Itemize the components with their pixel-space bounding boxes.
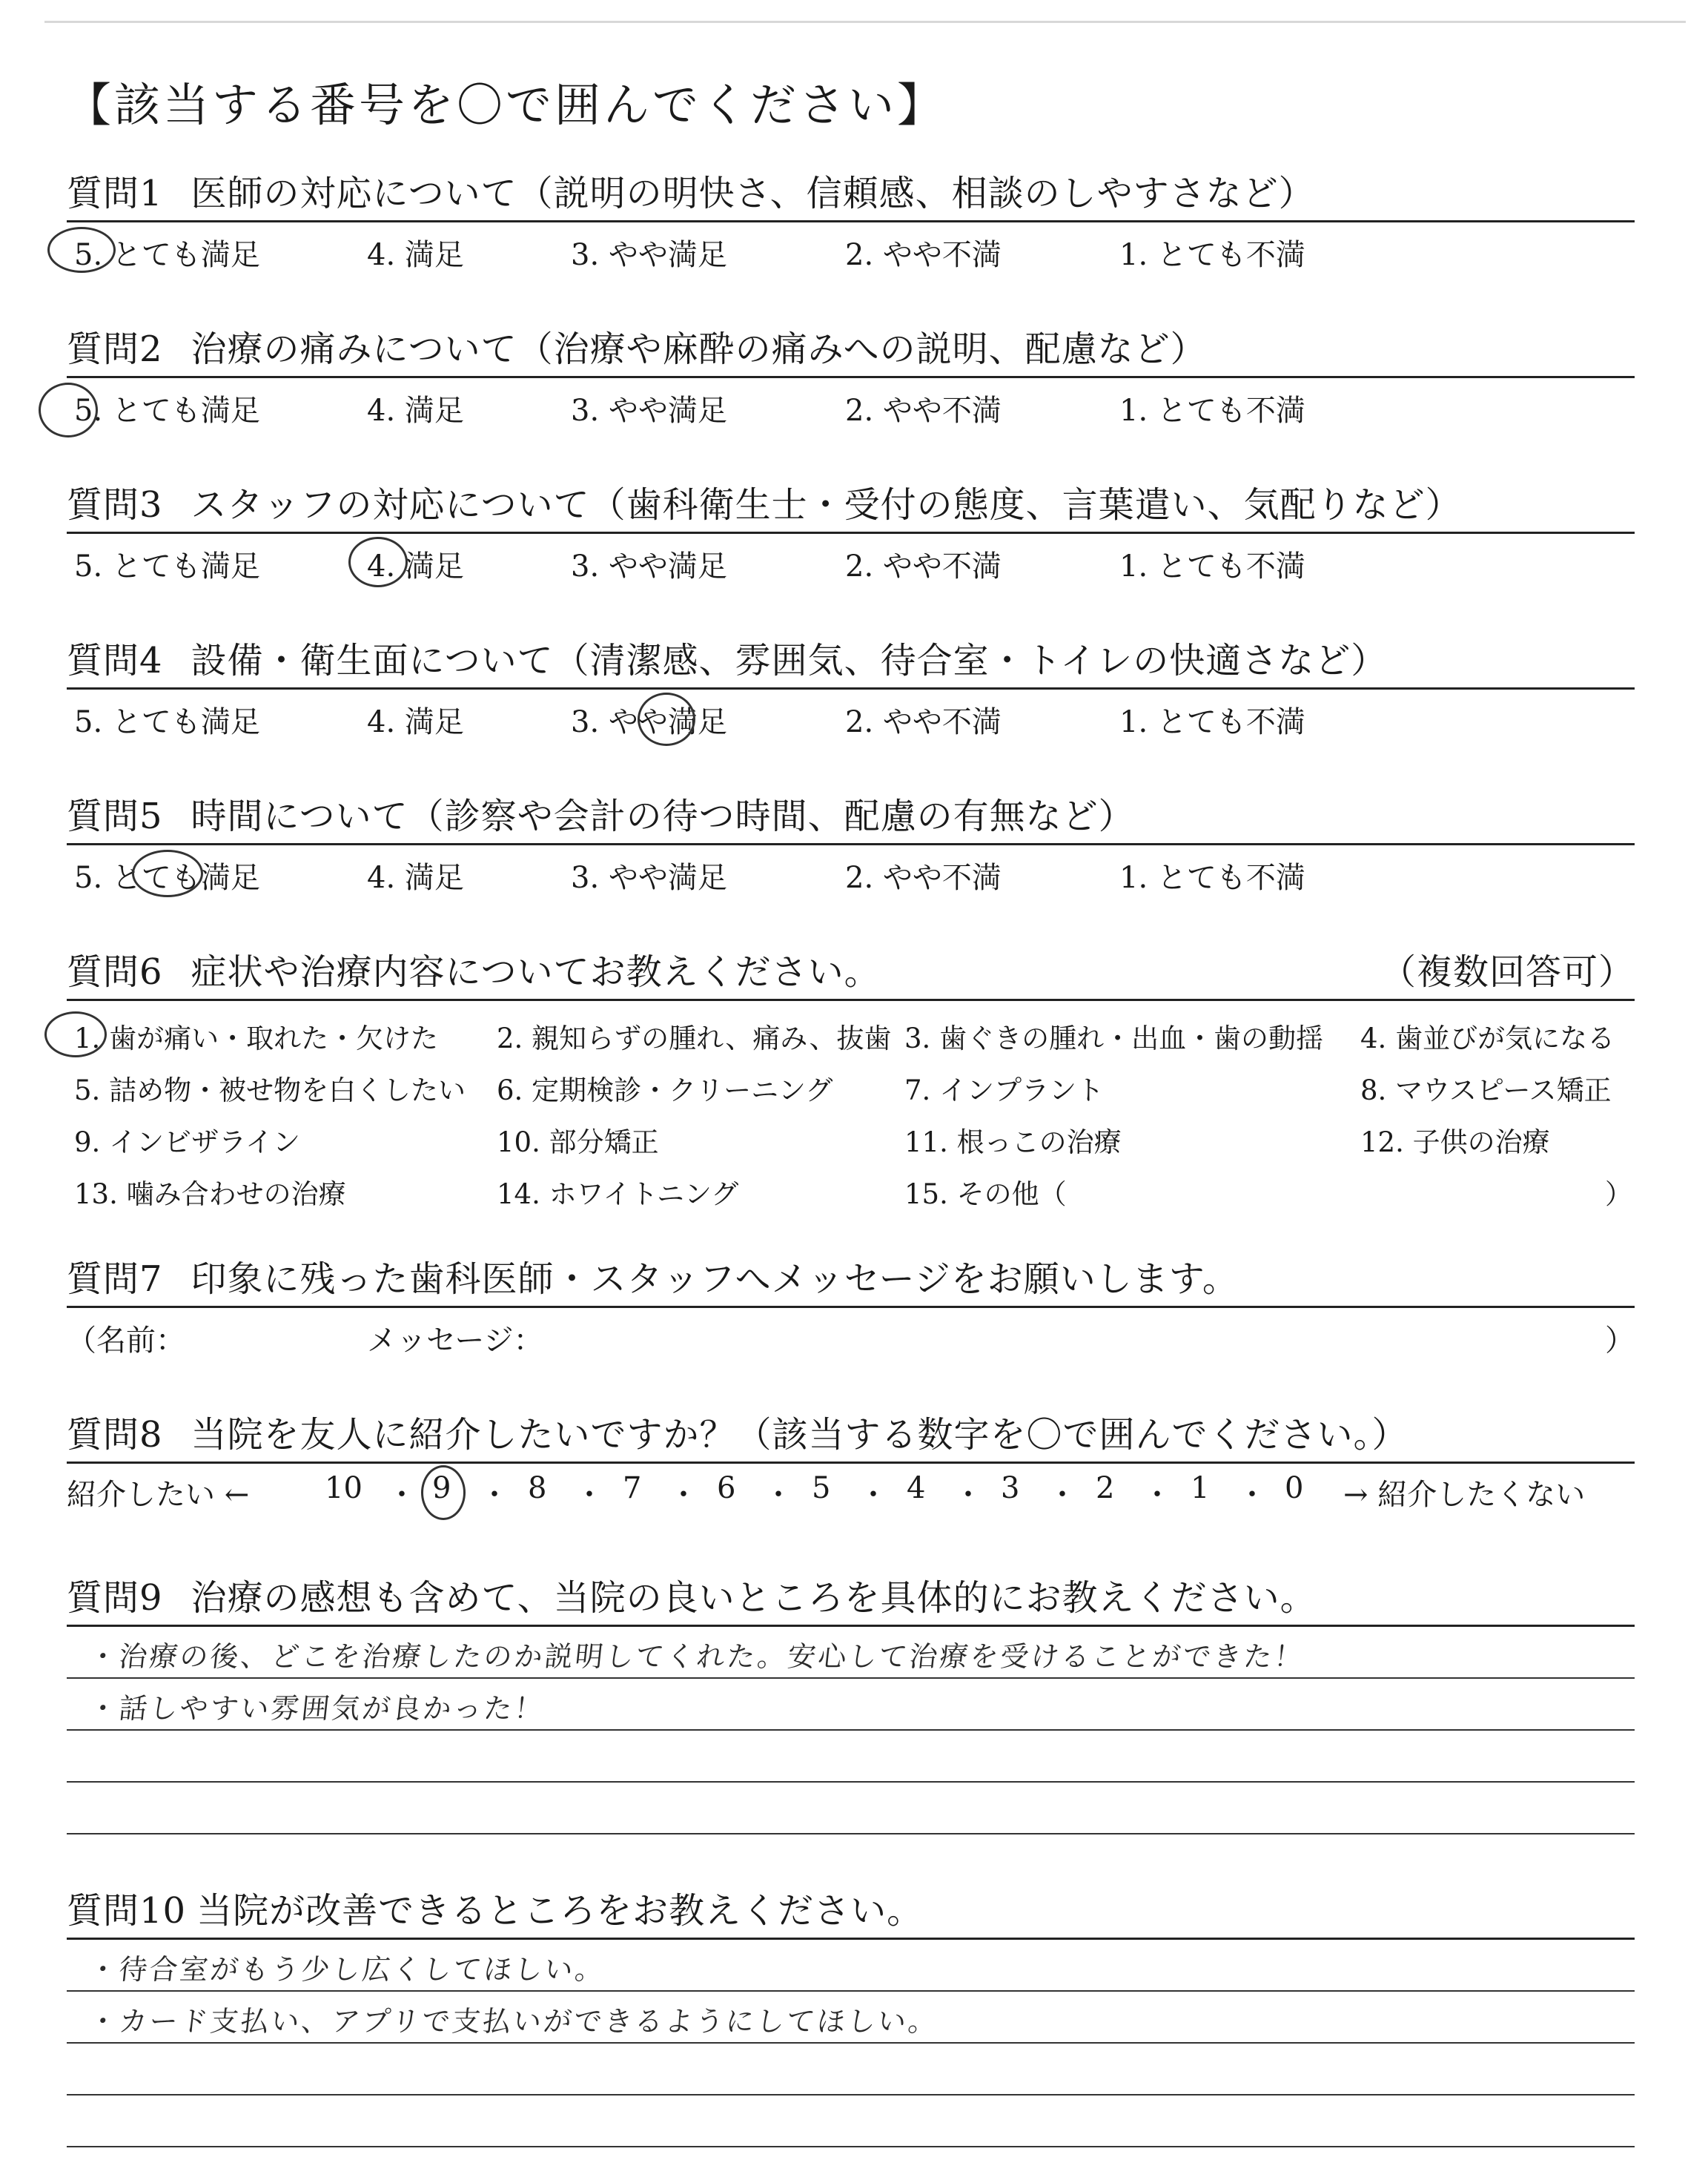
scale-dot: ・ [669,1478,698,1512]
option-1[interactable]: 1. 歯が痛い・取れた・欠けた [74,1023,439,1054]
option-13[interactable]: 13. 噛み合わせの治療 [74,1178,346,1210]
question-number: 質問1 [67,173,163,214]
question-number: 質問5 [67,796,163,837]
scale-dot: ・ [387,1478,417,1512]
answer-lines [67,1627,1635,1834]
form-title: 【該当する番号を〇で囲んでください】 [65,78,947,132]
question-number: 質問10 [67,1890,187,1932]
not-recommend-label: → 紹介したくない [1343,1478,1586,1512]
question-text: 印象に残った歯科医師・スタッフへメッセージをお願いします。 [191,1258,1239,1300]
option-2[interactable]: 2. やや不満 [845,705,1002,739]
question-text: 当院が改善できるところをお教えください。 [196,1890,924,1932]
answer-line[interactable] [67,1731,1635,1783]
question-number: 質問9 [67,1577,163,1619]
scale-2[interactable]: 2 [1096,1471,1115,1505]
option-11[interactable]: 11. 根っこの治療 [904,1126,1122,1158]
answer-line[interactable] [67,2095,1635,2147]
question-text: 設備・衛生面について（清潔感、雰囲気、待合室・トイレの快適さなど） [191,640,1388,681]
question-1 [67,165,1635,274]
option-4[interactable]: 4. 満足 [367,705,464,739]
answer-lines [67,1940,1635,2147]
option-2[interactable]: 2. やや不満 [845,394,1002,428]
option-2[interactable]: 2. 親知らずの腫れ、痛み、抜歯 [497,1023,892,1054]
scale-dot: ・ [1047,1478,1077,1512]
scale-6[interactable]: 6 [717,1471,736,1505]
question-text: 治療の感想も含めて、当院の良いところを具体的にお教えください。 [191,1577,1317,1619]
scale-dot: ・ [953,1478,983,1512]
question-number: 質問7 [67,1258,163,1300]
question-2 [67,320,1635,430]
option-1[interactable]: 1. とても不満 [1119,238,1305,272]
option-1[interactable]: 1. とても不満 [1119,861,1305,895]
option-4[interactable]: 4. 満足 [367,549,464,584]
scale-5[interactable]: 5 [812,1471,831,1505]
question-7 [67,1250,1635,1358]
scale-9[interactable]: 9 [432,1471,451,1505]
option-5[interactable]: 5. とても満足 [74,705,260,739]
scale-dot: ・ [858,1478,888,1512]
scale-dot: ・ [480,1478,509,1512]
selection-circle-mark [348,537,408,587]
answer-line[interactable] [67,1783,1635,1834]
scale-7[interactable]: 7 [623,1471,642,1505]
scale-dot: ・ [764,1478,793,1512]
selection-circle-mark [39,383,98,437]
option-4[interactable]: 4. 満足 [367,861,464,895]
selection-circle-mark [132,850,203,897]
option-4[interactable]: 4. 満足 [367,238,464,272]
question-4 [67,632,1635,742]
question-10 [67,1882,1635,2147]
multiple-answer-hint: （複数回答可） [1380,951,1635,993]
recommend-label: 紹介したい ← [67,1478,250,1512]
question-number: 質問6 [67,951,163,993]
scale-0[interactable]: 0 [1285,1471,1304,1505]
option-3[interactable]: 3. やや満足 [571,549,727,584]
option-3[interactable]: 3. 歯ぐきの腫れ・出血・歯の動揺 [904,1023,1324,1054]
option-5[interactable]: 5. とても満足 [74,238,260,272]
option-5[interactable]: 5. とても満足 [74,861,260,895]
answer-line[interactable] [67,1940,1635,1992]
question-text: 時間について（診察や会計の待つ時間、配慮の有無など） [191,796,1135,837]
question-text: スタッフの対応について（歯科衛生士・受付の態度、言葉遣い、気配りなど） [191,484,1462,526]
selection-circle-mark [638,693,695,746]
scale-8[interactable]: 8 [528,1471,547,1505]
option-3[interactable]: 3. やや満足 [571,861,727,895]
option-2[interactable]: 2. やや不満 [845,549,1002,584]
message-close-paren: ） [1605,1324,1635,1358]
answer-line[interactable] [67,1627,1635,1679]
question-number: 質問2 [67,328,163,370]
scale-1[interactable]: 1 [1191,1471,1210,1505]
selection-circle-mark [421,1465,466,1520]
handwritten-answer: ・待合室がもう少し広くしてほしい。 [87,1953,607,1986]
question-number: 質問4 [67,640,163,681]
option-9[interactable]: 9. インビザライン [74,1126,300,1158]
option-1[interactable]: 1. とても不満 [1119,394,1305,428]
option-10[interactable]: 10. 部分矯正 [497,1126,659,1158]
question-6 [67,943,1635,1231]
handwritten-answer: ・カード支払い、アプリで支払いができるようにしてほしい。 [87,2005,941,2038]
answer-line[interactable] [67,1992,1635,2044]
handwritten-answer: ・話しやすい雰囲気が良かった！ [87,1692,546,1725]
question-text: 治療の痛みについて（治療や麻酔の痛みへの説明、配慮など） [191,328,1207,370]
scale-3[interactable]: 3 [1001,1471,1020,1505]
option-15-other[interactable]: 15. その他（ [904,1178,1067,1210]
question-5 [67,787,1635,897]
answer-line[interactable] [67,2044,1635,2095]
other-close-paren: ） [1605,1178,1632,1210]
scale-dot: ・ [1237,1478,1267,1512]
option-2[interactable]: 2. やや不満 [845,861,1002,895]
option-12[interactable]: 12. 子供の治療 [1360,1126,1550,1158]
scale-4[interactable]: 4 [907,1471,926,1505]
scale-dot: ・ [1142,1478,1172,1512]
top-border [44,21,1686,23]
message-label: メッセージ： [367,1324,543,1358]
option-5[interactable]: 5. 詰め物・被せ物を白くしたい [74,1074,466,1106]
selection-circle-mark [47,227,116,273]
option-14[interactable]: 14. ホワイトニング [497,1178,739,1210]
option-4[interactable]: 4. 歯並びが気になる [1360,1023,1615,1054]
option-5[interactable]: 5. とても満足 [74,394,260,428]
option-6[interactable]: 6. 定期検診・クリーニング [497,1074,833,1106]
handwritten-answer: ・治療の後、どこを治療したのか説明してくれた。安心して治療を受けることができた！ [87,1640,1306,1673]
question-number: 質問3 [67,484,163,526]
option-3[interactable]: 3. やや満足 [571,705,727,739]
question-3 [67,476,1635,586]
option-3[interactable]: 3. やや満足 [571,238,727,272]
answer-line[interactable] [67,1679,1635,1731]
option-8[interactable]: 8. マウスピース矯正 [1360,1074,1612,1106]
question-number: 質問8 [67,1414,163,1456]
question-9 [67,1569,1635,1834]
option-5[interactable]: 5. とても満足 [74,549,260,584]
option-2[interactable]: 2. やや不満 [845,238,1002,272]
name-label: （名前： [67,1324,185,1358]
option-1[interactable]: 1. とても不満 [1119,705,1305,739]
scale-10[interactable]: 10 [325,1471,363,1505]
option-3[interactable]: 3. やや満足 [571,394,727,428]
question-text: 症状や治療内容についてお教えください。 [191,951,881,993]
option-4[interactable]: 4. 満足 [367,394,464,428]
option-1[interactable]: 1. とても不満 [1119,549,1305,584]
scale-dot: ・ [575,1478,604,1512]
selection-circle-mark [44,1011,107,1057]
option-7[interactable]: 7. インプラント [904,1074,1105,1106]
question-text: 当院を友人に紹介したいですか？（該当する数字を〇で囲んでください。） [191,1414,1409,1456]
question-8 [67,1406,1635,1516]
question-text: 医師の対応について（説明の明快さ、信頼感、相談のしやすさなど） [191,173,1315,214]
